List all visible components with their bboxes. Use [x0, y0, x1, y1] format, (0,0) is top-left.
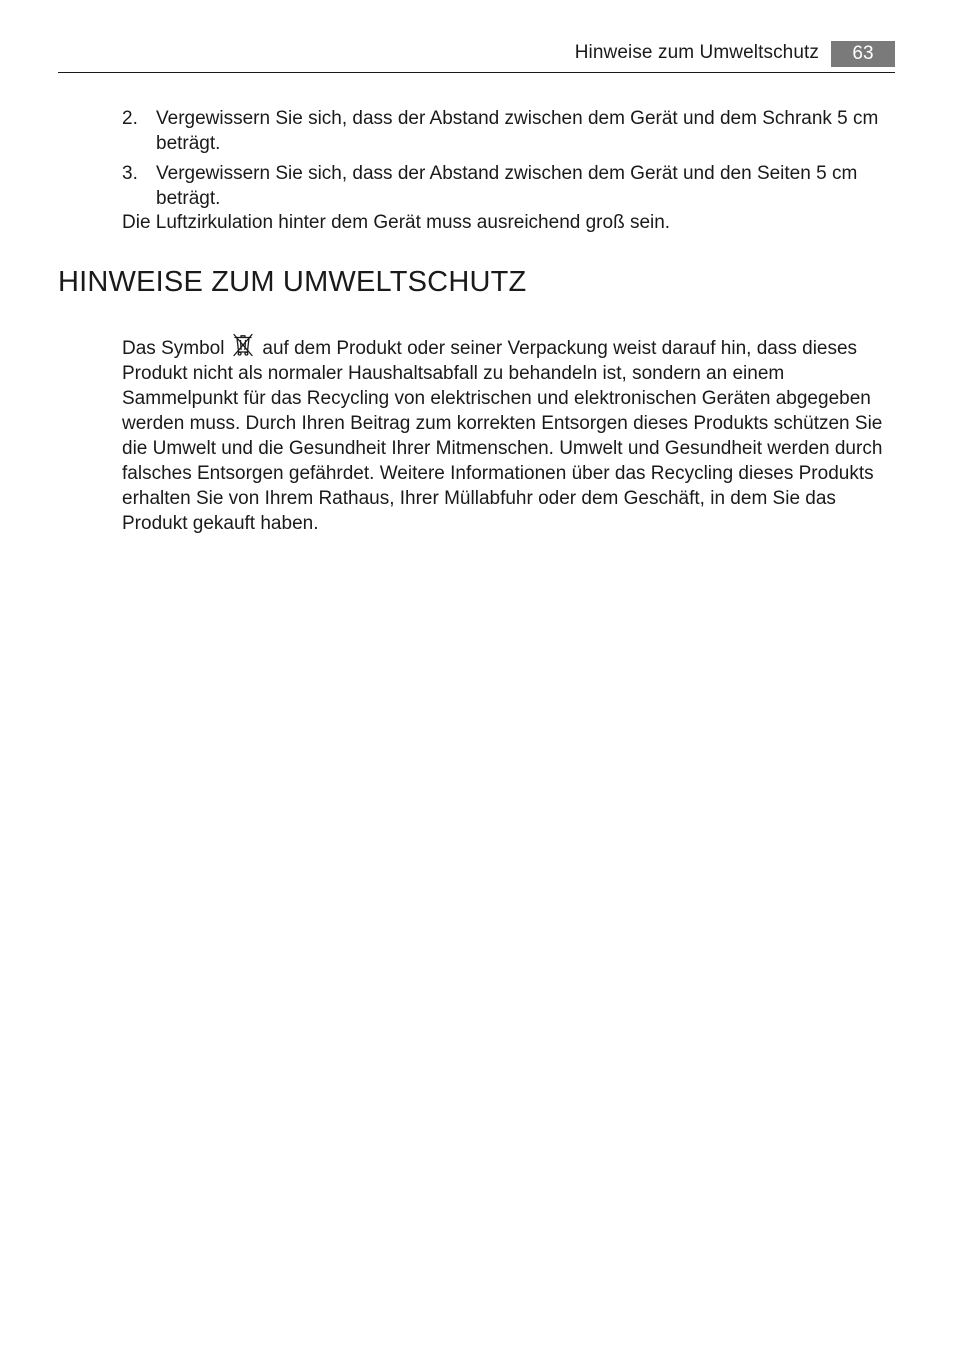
crossed-out-wheelie-bin-icon [232, 333, 254, 357]
air-circulation-note: Die Luftzirkulation hinter dem Gerät muss ausreichend groß sein. [122, 212, 671, 233]
list-item [122, 106, 892, 156]
page-header [58, 38, 895, 73]
environment-paragraph [122, 333, 894, 536]
step-number: 3. [122, 163, 138, 184]
step-text: Vergewissern Sie sich, dass der Abstand zwischen dem Gerät und den Seiten 5 cm beträgt. [156, 163, 858, 209]
step-text: Vergewissern Sie sich, dass der Abstand zwischen dem Gerät und dem Schrank 5 cm beträgt. [156, 108, 879, 154]
page-number: 63 [831, 41, 895, 67]
text-after-icon: auf dem Produkt oder seiner Verpackung weist darauf hin, dass dieses Produkt nicht als normaler Haushaltsabfall zu behandeln ist, sondern an einem Sammelpunkt für das Recycling von elektrischen und elektronischen Geräten abgegeben werden muss. Durch Ihren Beitrag zum korrekten Entsorgen dieses Produkts schützen Sie die Umwelt und die Gesundheit Ihrer Mitmenschen. Umwelt und Gesundheit werden durch falsches Entsorgen gefährdet. Weitere Informationen über das Recycling dieses Produkts erhalten Sie von Ihrem Rathaus, Ihrer Müllabfuhr oder dem Geschäft, in dem Sie das Produkt gekauft haben. [122, 338, 883, 534]
steps-list [122, 106, 892, 216]
step-number: 2. [122, 108, 138, 129]
header-title: Hinweise zum Umweltschutz [574, 42, 819, 63]
list-item [122, 161, 892, 211]
text-before-icon: Das Symbol [122, 338, 225, 359]
section-heading: HINWEISE ZUM UMWELTSCHUTZ [58, 266, 527, 298]
